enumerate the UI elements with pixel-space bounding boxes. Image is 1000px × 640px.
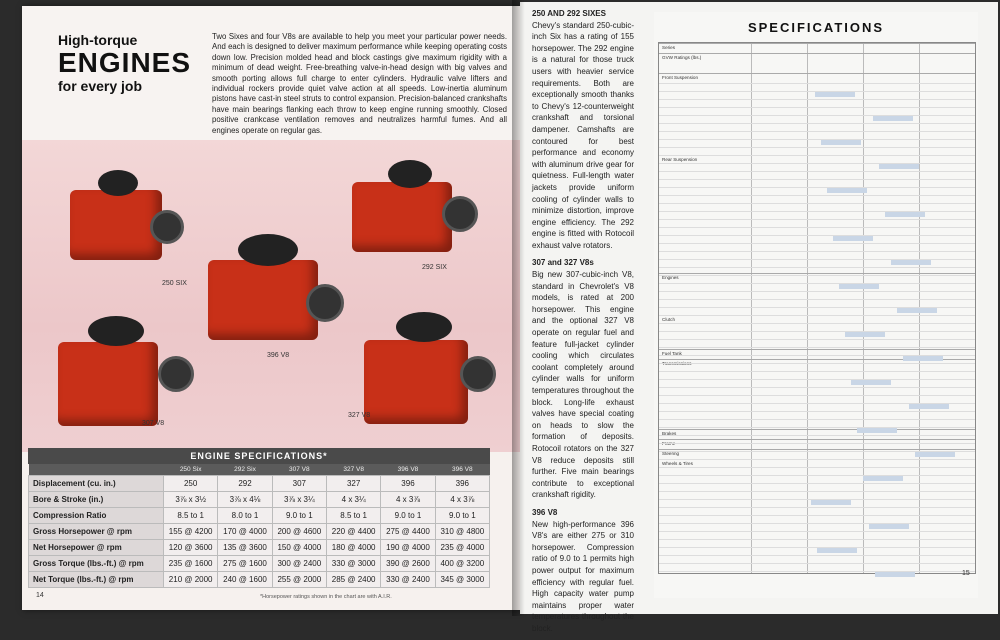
grid-line — [659, 219, 975, 220]
table-cell: 400 @ 3200 — [435, 556, 489, 572]
spec-section-label: Clutch — [662, 317, 676, 322]
column-header: 250 Six — [164, 464, 218, 476]
spec-section-row — [659, 43, 975, 50]
spec-section-row — [659, 429, 975, 436]
header-blank — [29, 464, 164, 476]
grid-line — [659, 163, 975, 164]
row-label: Bore & Stroke (in.) — [29, 492, 164, 508]
grid-line — [659, 427, 975, 428]
title-big: ENGINES — [58, 47, 192, 78]
table-cell: 307 — [272, 476, 326, 492]
table-cell: 180 @ 4000 — [326, 540, 380, 556]
left-header — [22, 6, 520, 140]
spec-cell-highlight — [857, 428, 897, 433]
grid-line — [659, 419, 975, 420]
spec-cell-highlight — [897, 308, 937, 313]
spec-section-label: GVW Ratings (lbs.) — [662, 55, 702, 60]
table-row — [29, 556, 490, 572]
engine-specs-caption: ENGINE SPECIFICATIONS* — [28, 448, 490, 464]
table-cell: 9.0 to 1 — [272, 508, 326, 524]
heading-sixes: 250 AND 292 SIXES — [532, 9, 606, 18]
spec-section-row — [659, 73, 975, 80]
spec-section-label: Engines — [662, 275, 679, 280]
grid-line — [659, 331, 975, 332]
table-row — [29, 572, 490, 588]
caption-396-v8: 396 V8 — [267, 352, 290, 359]
table-cell: 240 @ 1600 — [218, 572, 272, 588]
engine-specs-table — [28, 448, 490, 588]
table-cell: 3⅞ x 4⅛ — [218, 492, 272, 508]
table-cell: 235 @ 1600 — [164, 556, 218, 572]
grid-line — [659, 147, 975, 148]
spec-cell-highlight — [903, 356, 943, 361]
row-label: Net Horsepower @ rpm — [29, 540, 164, 556]
specifications-sheet — [654, 12, 978, 598]
row-label: Compression Ratio — [29, 508, 164, 524]
spec-section-label: Front Suspension — [662, 75, 699, 80]
grid-line — [659, 435, 975, 436]
table-cell: 170 @ 4000 — [218, 524, 272, 540]
spec-cell-highlight — [817, 548, 857, 553]
caption-327-v8: 327 V8 — [348, 412, 371, 419]
table-cell: 155 @ 4200 — [164, 524, 218, 540]
paragraph-sixes: Chevy's standard 250-cubic-inch Six has a rating of 155 horsepower. The 292 engine is a natural for those truck users with heavier service requirements. Both are exceptionally smooth thanks to Chevy's 12-counterweight crankshaft and torsional dampener. Camshafts are contoured for best performance and economy with aluminum drive gear for quietness. Full-length water jackets provide uniform cooling of cylinder walls to minimize distortion, improve engine efficiency. The 292 engine is fitted with Rotocoil exhaust valve rotators. — [532, 20, 634, 250]
grid-line — [659, 291, 975, 292]
table-row — [29, 476, 490, 492]
specifications-title: SPECIFICATIONS — [747, 20, 885, 35]
spec-cell-highlight — [833, 236, 873, 241]
paragraph-396: New high-performance 396 V8's are either 275 or 310 horsepower. Compression ratio of 9.0 to 1 permits high power output for maximum efficiency with regular fuel. High capacity water pump maintains proper water temperatures throughout the block. — [532, 519, 634, 633]
grid-line — [659, 563, 975, 564]
grid-line — [659, 531, 975, 532]
table-cell: 255 @ 2000 — [272, 572, 326, 588]
spec-cell-highlight — [851, 380, 891, 385]
text-column — [532, 8, 634, 640]
grid-line — [659, 515, 975, 516]
grid-line — [659, 227, 975, 228]
grid-line — [659, 443, 975, 444]
spec-cell-highlight — [839, 284, 879, 289]
table-cell: 300 @ 2400 — [272, 556, 326, 572]
table-footnote: *Horsepower ratings shown in the chart are with A.I.R. — [260, 594, 392, 600]
grid-line — [659, 235, 975, 236]
column-header: 292 Six — [218, 464, 272, 476]
table-cell: 190 @ 4000 — [381, 540, 435, 556]
grid-line — [659, 523, 975, 524]
grid-line — [659, 171, 975, 172]
table-cell: 220 @ 4400 — [326, 524, 380, 540]
grid-line — [659, 299, 975, 300]
grid-line — [659, 571, 975, 572]
spec-cell-highlight — [821, 140, 861, 145]
grid-line — [659, 243, 975, 244]
page-number-right: 15 — [962, 570, 970, 577]
spec-cell-highlight — [891, 260, 931, 265]
table-cell: 275 @ 1600 — [218, 556, 272, 572]
spec-section-row — [659, 273, 975, 280]
grid-line — [659, 195, 975, 196]
grid-line — [659, 491, 975, 492]
spec-cell-highlight — [915, 452, 955, 457]
table-header-row — [29, 464, 490, 476]
table-cell: 4 x 3⅞ — [435, 492, 489, 508]
table-cell: 8.5 to 1 — [164, 508, 218, 524]
page-number-left: 14 — [36, 592, 44, 599]
spec-cell-highlight — [909, 404, 949, 409]
spec-section-row — [659, 53, 975, 60]
grid-line — [659, 371, 975, 372]
table-cell: 8.5 to 1 — [326, 508, 380, 524]
spec-section-label: Transmissions — [662, 361, 692, 366]
specifications-grid — [658, 42, 976, 574]
grid-line — [659, 555, 975, 556]
grid-line — [659, 379, 975, 380]
grid-line — [659, 211, 975, 212]
engines-title — [58, 32, 191, 94]
table-cell: 396 — [435, 476, 489, 492]
column-header: 396 V8 — [435, 464, 489, 476]
caption-307-v8: 307 V8 — [142, 420, 165, 427]
spec-cell-highlight — [869, 524, 909, 529]
table-cell: 390 @ 2600 — [381, 556, 435, 572]
spec-cell-highlight — [863, 476, 903, 481]
grid-line — [659, 315, 975, 316]
spec-cell-highlight — [845, 332, 885, 337]
spec-cell-highlight — [811, 500, 851, 505]
table-cell: 330 @ 3000 — [326, 556, 380, 572]
grid-line — [659, 459, 975, 460]
table-cell: 9.0 to 1 — [381, 508, 435, 524]
spec-section-label: Fuel Tank — [662, 351, 682, 356]
grid-line — [659, 467, 975, 468]
table-cell: 327 — [326, 476, 380, 492]
spec-section-label: Brakes — [662, 431, 677, 436]
grid-line — [659, 131, 975, 132]
table-cell: 396 — [381, 476, 435, 492]
row-label: Gross Torque (lbs.-ft.) @ rpm — [29, 556, 164, 572]
table-cell: 345 @ 3000 — [435, 572, 489, 588]
spec-section-label: Series — [662, 45, 676, 50]
engine-photos — [22, 140, 520, 452]
table-cell: 310 @ 4800 — [435, 524, 489, 540]
grid-line — [659, 115, 975, 116]
row-label: Gross Horsepower @ rpm — [29, 524, 164, 540]
table-cell: 4 x 3⅞ — [381, 492, 435, 508]
table-cell: 4 x 3¼ — [326, 492, 380, 508]
table-row — [29, 492, 490, 508]
table-row — [29, 524, 490, 540]
spec-section-label: Rear Suspension — [662, 157, 698, 162]
spec-cell-highlight — [875, 572, 915, 577]
heading-v8s: 307 and 327 V8s — [532, 258, 594, 268]
grid-line — [659, 179, 975, 180]
grid-line — [659, 411, 975, 412]
row-label: Displacement (cu. in.) — [29, 476, 164, 492]
column-header: 307 V8 — [272, 464, 326, 476]
grid-line — [659, 539, 975, 540]
column-header: 396 V8 — [381, 464, 435, 476]
grid-line — [659, 347, 975, 348]
grid-line — [659, 275, 975, 276]
grid-line — [659, 507, 975, 508]
table-row — [29, 540, 490, 556]
table-cell: 8.0 to 1 — [218, 508, 272, 524]
grid-line — [659, 395, 975, 396]
table-cell: 285 @ 2400 — [326, 572, 380, 588]
table-row — [29, 508, 490, 524]
grid-line — [659, 323, 975, 324]
table-cell: 150 @ 4000 — [272, 540, 326, 556]
spec-cell-highlight — [873, 116, 913, 121]
spec-cell-highlight — [815, 92, 855, 97]
grid-line — [659, 187, 975, 188]
table-cell: 120 @ 3600 — [164, 540, 218, 556]
grid-line — [659, 83, 975, 84]
grid-line — [659, 283, 975, 284]
grid-line — [659, 339, 975, 340]
grid-line — [659, 107, 975, 108]
grid-line — [659, 123, 975, 124]
table-cell: 3⅞ x 3½ — [164, 492, 218, 508]
table-cell: 235 @ 4000 — [435, 540, 489, 556]
gutter-shadow — [512, 0, 528, 616]
grid-line — [659, 203, 975, 204]
spec-cell-highlight — [827, 188, 867, 193]
spec-cell-highlight — [879, 164, 919, 169]
caption-292-six: 292 SIX — [422, 264, 447, 271]
grid-line — [659, 475, 975, 476]
title-sub: for every job — [58, 78, 143, 94]
grid-line — [659, 155, 975, 156]
table-cell: 292 — [218, 476, 272, 492]
grid-line — [659, 139, 975, 140]
grid-line — [659, 251, 975, 252]
spec-section-row — [659, 349, 975, 356]
spec-section-row — [659, 439, 975, 446]
grid-line — [659, 483, 975, 484]
table-cell: 200 @ 4600 — [272, 524, 326, 540]
grid-line — [659, 99, 975, 100]
grid-line — [659, 267, 975, 268]
caption-250-six: 250 SIX — [162, 280, 187, 287]
table-cell: 210 @ 2000 — [164, 572, 218, 588]
heading-396: 396 V8 — [532, 507, 558, 517]
spec-section-label: Wheels & Tires — [662, 461, 693, 466]
table-cell: 9.0 to 1 — [435, 508, 489, 524]
table-cell: 3⅞ x 3¼ — [272, 492, 326, 508]
spec-section-label: Steering — [662, 451, 680, 456]
spec-cell-highlight — [885, 212, 925, 217]
table-cell: 275 @ 4400 — [381, 524, 435, 540]
grid-line — [659, 387, 975, 388]
intro-paragraph: Two Sixes and four V8s are available to help you meet your particular power needs. And each is designed to deliver maximum performance while keeping operating costs down low. Precision molded head and block castings give maximum rigidity with a minimum of dead weight. Free-breathing valve-in-head design with big valves and smooth porting allows full charge to enter cylinders. Hydraulic valve lifters and individual rockers provide quiet valve action at all speeds. Low-inertia aluminum pistons have cast-in steel struts to control expansion. Precision-balanced crankshafts have main bearings flanking each throw to keep engine running smoothly. Closed positive crankcase ventilation removes and neutralizes harmful fumes. And all engines operate on regular gas. — [212, 32, 507, 135]
spec-section-row — [659, 449, 975, 456]
table-cell: 135 @ 3600 — [218, 540, 272, 556]
row-label: Net Torque (lbs.-ft.) @ rpm — [29, 572, 164, 588]
title-small: High-torque — [58, 32, 138, 48]
spec-section-label: Frame — [662, 441, 676, 446]
table-cell: 330 @ 2400 — [381, 572, 435, 588]
column-header: 327 V8 — [326, 464, 380, 476]
grid-line — [659, 363, 975, 364]
paragraph-v8s: Big new 307-cubic-inch V8, standard in Chevrolet's V8 models, is rated at 200 horsepower. This engine and the optional 327 V8 operate on regular fuel and feature full-jacket cylinder cooling which circulates coolant completely around cylinder walls for uniform temperatures throughout the block. Long-life exhaust valves have special coating on heads to slow the formation of deposits. Rotocoil rotators on the 327 V8 reduce deposits still further. Five main bearings contribute to exceptional crankshaft rigidity. — [532, 270, 634, 500]
table-cell: 250 — [164, 476, 218, 492]
